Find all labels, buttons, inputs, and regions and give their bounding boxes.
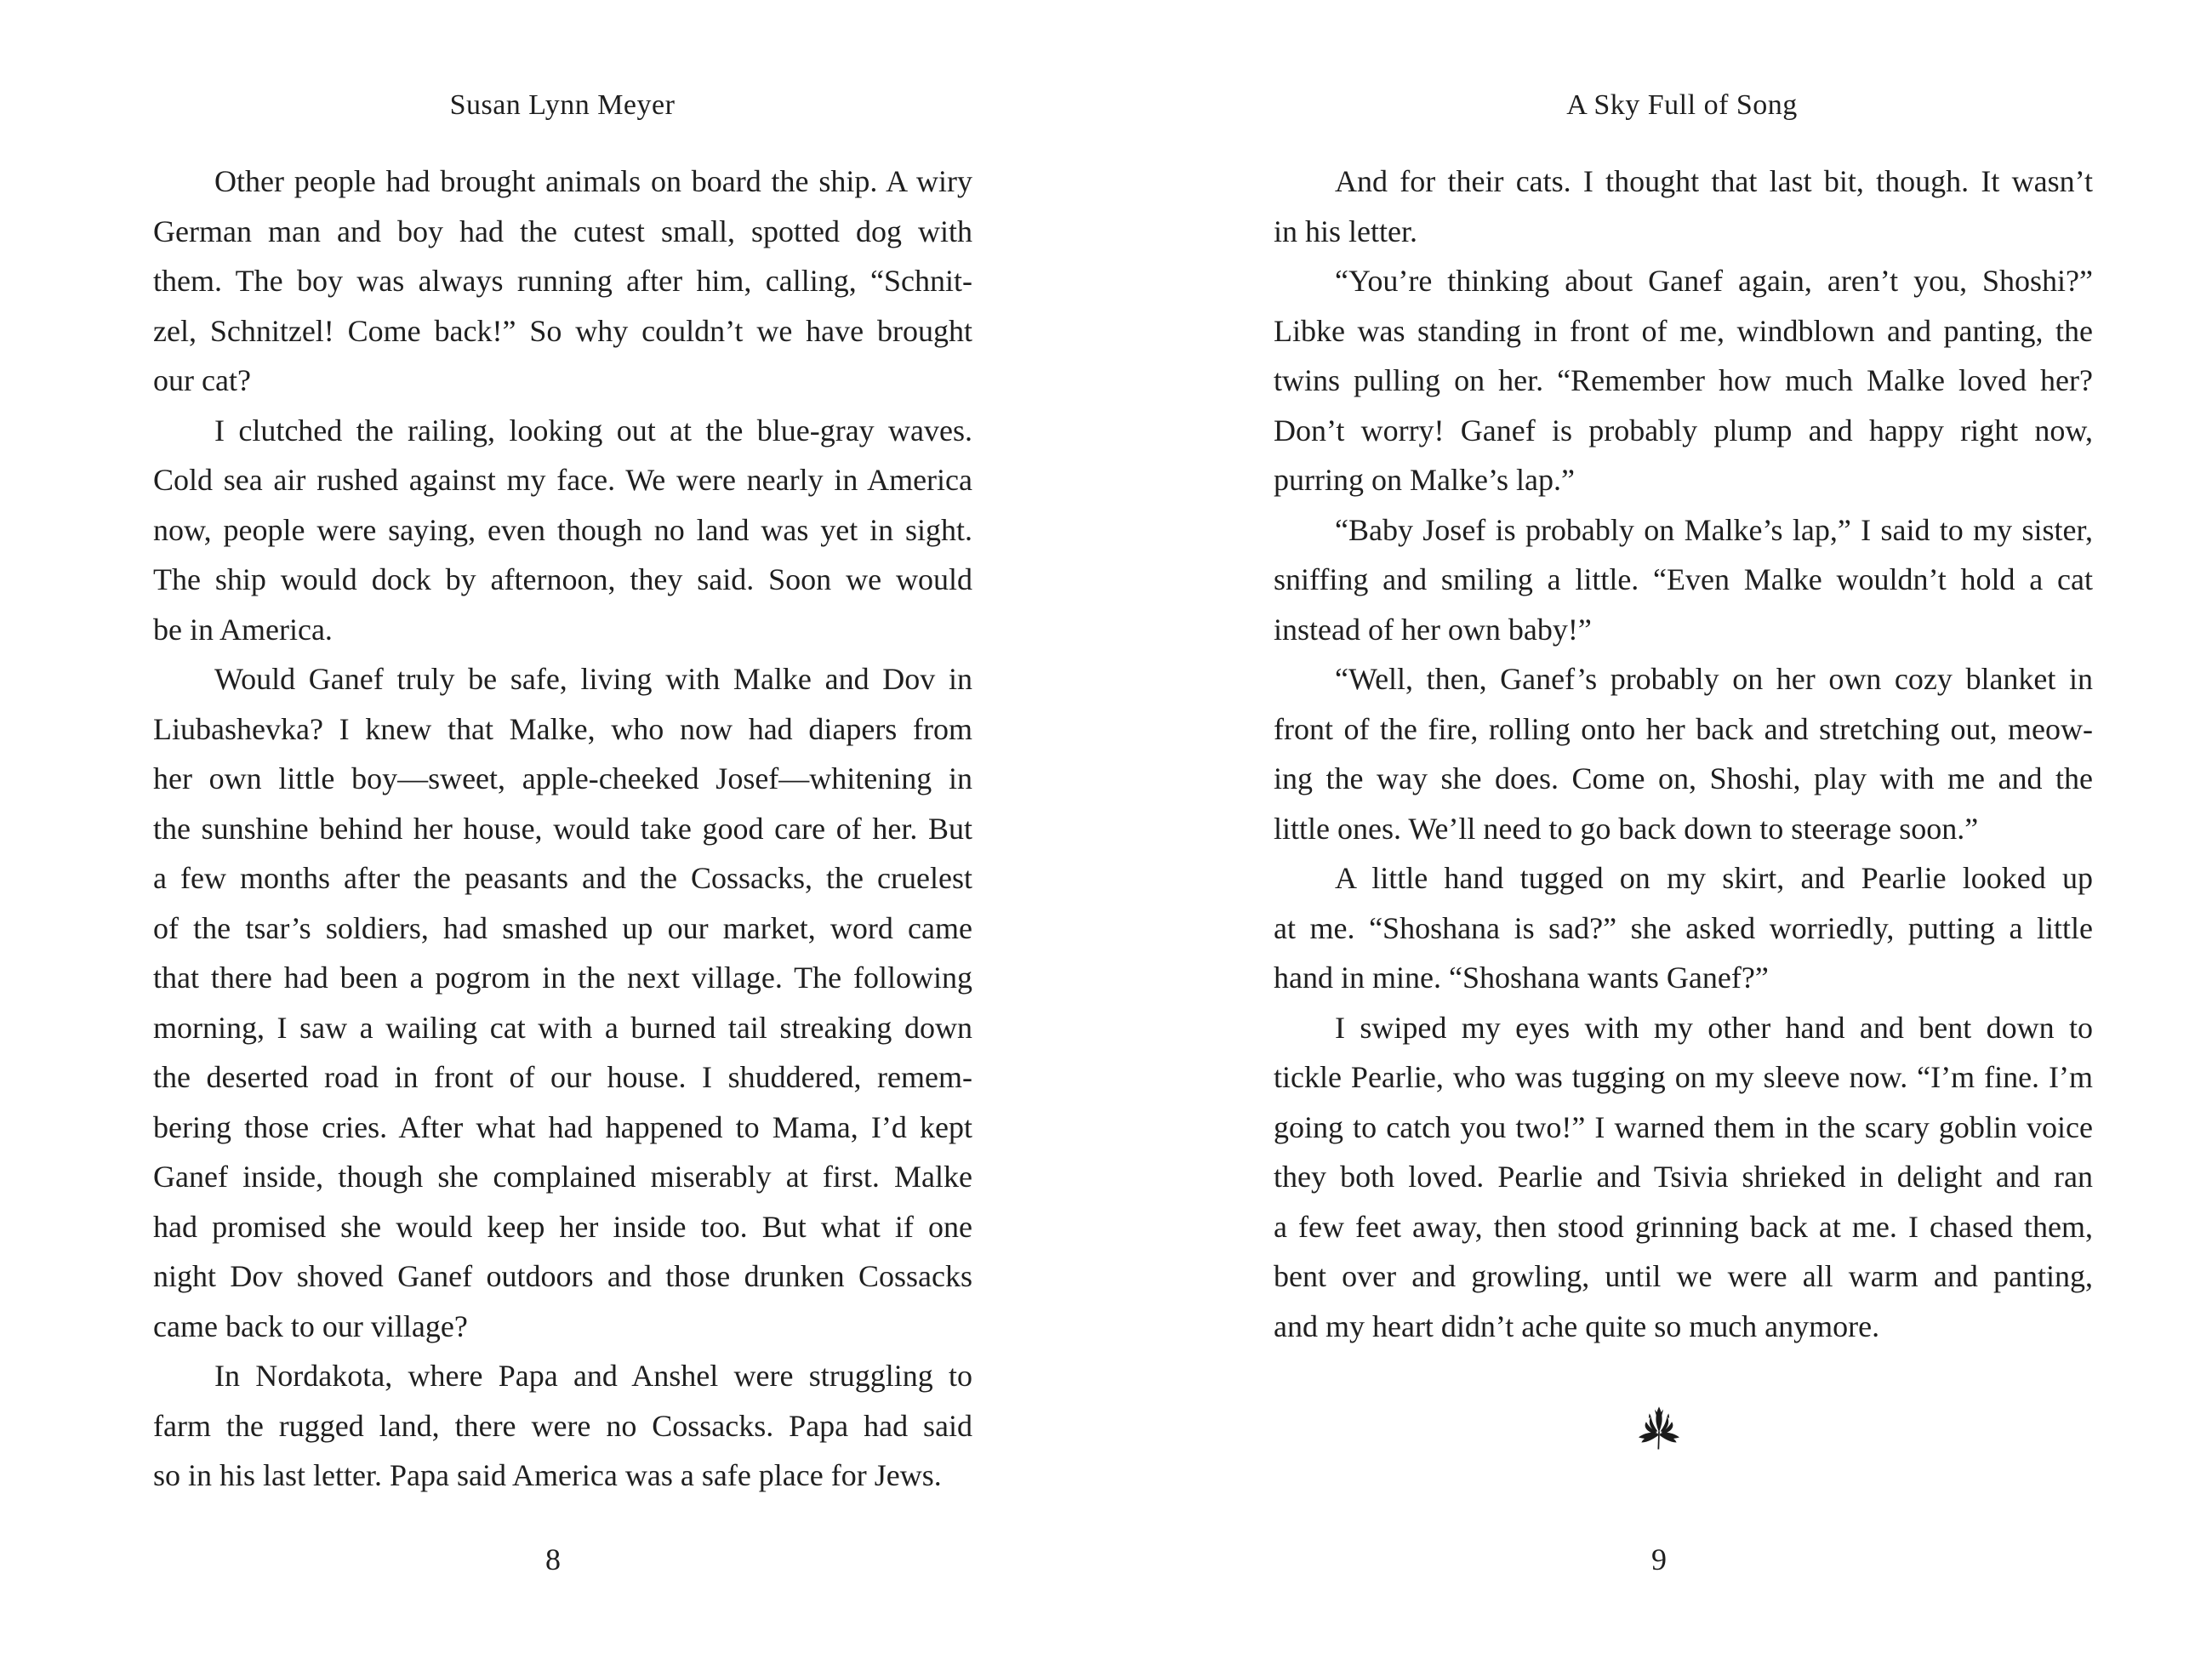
text-line: be in America.: [153, 612, 333, 647]
text-line: I swiped my eyes with my other hand and bent down to: [1335, 1010, 2093, 1045]
text-line: in his letter.: [1274, 214, 1417, 248]
text-line: now, people were saying, even though no land was yet in sight.: [153, 512, 972, 547]
text-line: came back to our village?: [153, 1308, 468, 1343]
text-line: Other people had brought animals on board the ship. A wiry: [214, 164, 972, 198]
text-line: “Baby Josef is probably on Malke’s lap,” I said to my sister,: [1335, 512, 2093, 547]
text-line: “Well, then, Ganef’s probably on her own cozy blanket in: [1335, 662, 2093, 696]
text-line: The ship would dock by afternoon, they said. Soon we would: [153, 562, 972, 596]
text-line: Libke was standing in front of me, windblown and panting, the: [1274, 313, 2093, 348]
text-line: Don’t worry! Ganef is probably plump and happy right now,: [1274, 413, 2093, 448]
text-line: and my heart didn’t ache quite so much anymore.: [1274, 1308, 1880, 1343]
text-line: of the tsar’s soldiers, had smashed up our market, word came: [153, 910, 972, 945]
text-line: a few months after the peasants and the Cossacks, the cruelest: [153, 861, 972, 895]
text-line: sniffing and smiling a little. “Even Malke wouldn’t hold a cat: [1274, 562, 2093, 596]
text-line: Would Ganef truly be safe, living with Malke and Dov in: [214, 662, 972, 696]
text-line: ing the way she does. Come on, Shoshi, play with me and the: [1274, 761, 2093, 795]
text-line: Ganef inside, though she complained miserably at first. Malke: [153, 1160, 972, 1194]
text-line: had promised she would keep her inside too. But what if one: [153, 1209, 972, 1244]
text-line: I clutched the railing, looking out at the blue-gray waves.: [214, 413, 972, 448]
text-line: “You’re thinking about Ganef again, aren’t you, Shoshi?”: [1335, 264, 2093, 298]
text-line: night Dov shoved Ganef outdoors and those drunken Cossacks: [153, 1259, 972, 1293]
text-line: them. The boy was always running after him, calling, “Schnit-: [153, 264, 972, 298]
text-line: Liubashevka? I knew that Malke, who now had diapers from: [153, 711, 972, 746]
text-line: bering those cries. After what had happened to Mama, I’d kept: [153, 1109, 972, 1144]
text-line: our cat?: [153, 363, 251, 397]
text-line: instead of her own baby!”: [1274, 612, 1592, 647]
text-line: In Nordakota, where Papa and Anshel were struggling to: [214, 1359, 972, 1393]
text-line: that there had been a pogrom in the next village. The following: [153, 961, 972, 995]
text-line: hand in mine. “Shoshana wants Ganef?”: [1274, 961, 1769, 995]
text-line: so in his last letter. Papa said America was a safe place for Jews.: [153, 1458, 942, 1492]
text-line: a few feet away, then stood grinning back at me. I chased them,: [1274, 1209, 2093, 1244]
text-line: twins pulling on her. “Remember how much Malke loved her?: [1274, 363, 2093, 397]
text-line: at me. “Shoshana is sad?” she asked worriedly, putting a little: [1274, 910, 2093, 945]
text-line: German man and boy had the cutest small, spotted dog with: [153, 214, 972, 248]
text-line: A little hand tugged on my skirt, and Pearlie looked up: [1335, 861, 2093, 895]
text-line: Cold sea air rushed against my face. We were nearly in America: [153, 463, 972, 497]
text-line: going to catch you two!” I warned them in the scary goblin voice: [1274, 1109, 2093, 1144]
text-line: morning, I saw a wailing cat with a burned tail streaking down: [153, 1010, 972, 1045]
text-line: zel, Schnitzel! Come back!” So why couldn’t we have brought: [153, 313, 972, 348]
text-line: the sunshine behind her house, would take good care of her. But: [153, 811, 972, 846]
text-line: the deserted road in front of our house. I shuddered, remem-: [153, 1060, 972, 1094]
text-line: front of the fire, rolling onto her back and stretching out, meow-: [1274, 711, 2093, 746]
right-page-body-text: [1274, 157, 2093, 1351]
running-header-book-title: A Sky Full of Song: [1566, 89, 1798, 121]
text-line: tickle Pearlie, who was tugging on my sleeve now. “I’m fine. I’m: [1274, 1060, 2093, 1094]
text-line: purring on Malke’s lap.”: [1274, 463, 1575, 497]
text-line: bent over and growling, until we were all warm and panting,: [1274, 1259, 2093, 1293]
lotus-fleuron-icon: [1635, 1404, 1683, 1453]
text-line: farm the rugged land, there were no Cossacks. Papa had said: [153, 1408, 972, 1443]
page-number-left: 8: [545, 1542, 561, 1576]
page-number-right: 9: [1651, 1542, 1667, 1576]
text-line: they both loved. Pearlie and Tsivia shrieked in delight and ran: [1274, 1160, 2093, 1194]
text-line: her own little boy—sweet, apple-cheeked Josef—whitening in: [153, 761, 972, 795]
text-line: little ones. We’ll need to go back down to steerage soon.”: [1274, 811, 1979, 846]
text-line: And for their cats. I thought that last bit, though. It wasn’t: [1335, 164, 2093, 198]
running-header-author: Susan Lynn Meyer: [449, 89, 676, 121]
left-page-body-text: [153, 157, 972, 1501]
